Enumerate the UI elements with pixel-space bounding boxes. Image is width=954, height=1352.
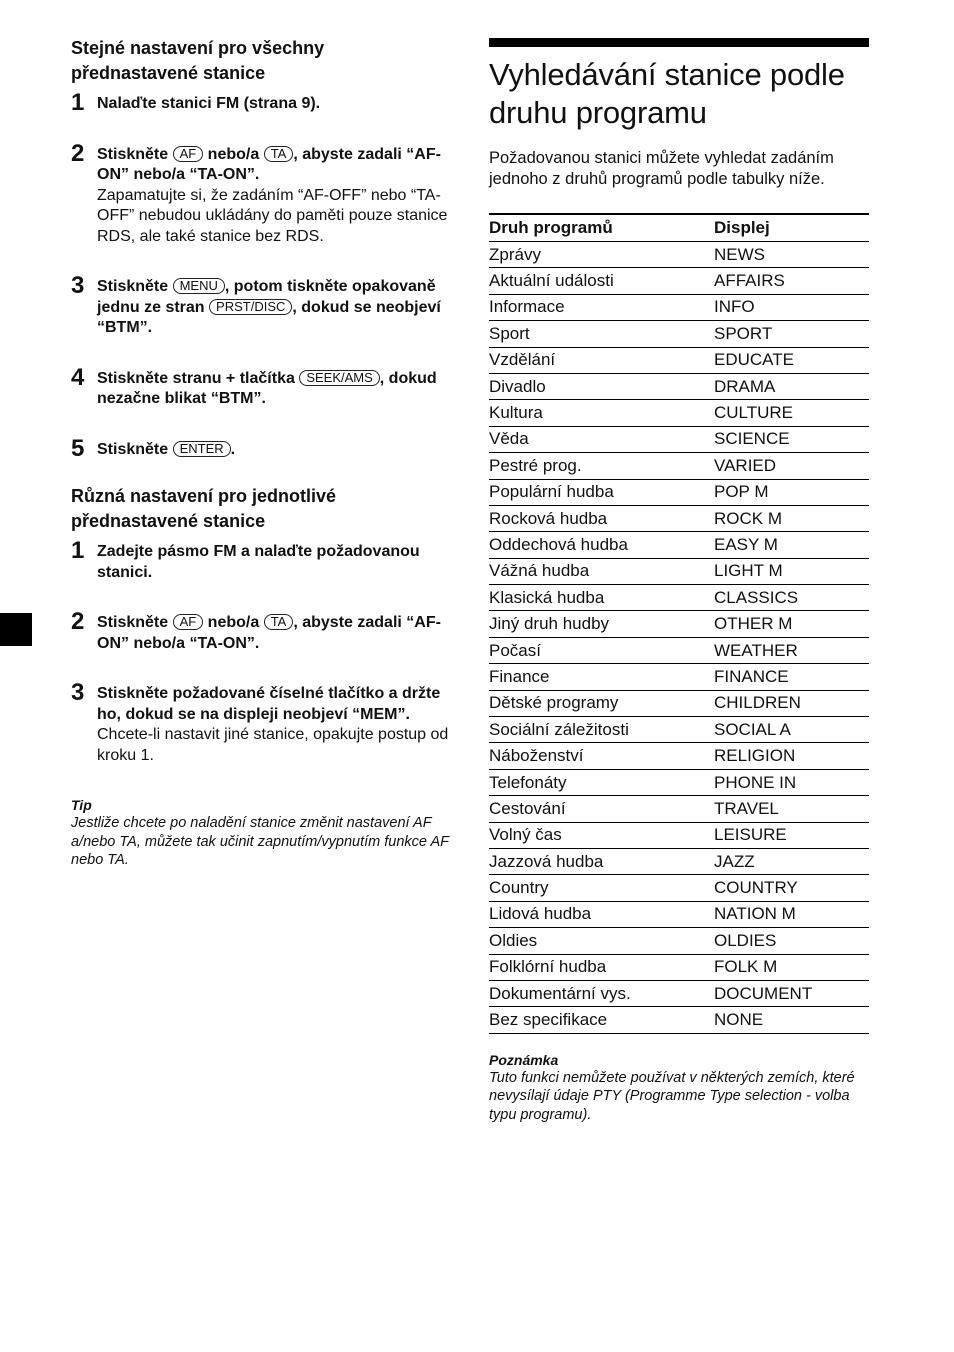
display-code-cell: DOCUMENT: [714, 980, 869, 1006]
display-code-cell: CULTURE: [714, 400, 869, 426]
step-text: Stiskněte: [97, 614, 169, 631]
table-row: [489, 848, 869, 874]
display-code-cell: LEISURE: [714, 822, 869, 848]
display-code-cell: JAZZ: [714, 848, 869, 874]
tip-text: Jestliže chcete po naladění stanice změnit nastavení AF a/nebo TA, můžete tak učinit zapnutím/vypnutím funkce AF nebo TA.: [71, 815, 449, 868]
program-type-cell: Sociální záležitosti: [489, 717, 714, 743]
program-type-cell: Sport: [489, 321, 714, 347]
program-type-cell: Folklórní hudba: [489, 954, 714, 980]
step-2: [71, 139, 456, 248]
column-header-program-type: Druh programů: [489, 214, 714, 242]
section-title-individual-presets: Různá nastavení pro jednotlivé přednastavené stanice: [71, 486, 337, 531]
step-text: Stiskněte stranu + tlačítka: [97, 369, 295, 387]
af-button-label: AF: [173, 146, 204, 162]
left-column: [71, 36, 456, 870]
display-code-cell: ROCK M: [714, 505, 869, 531]
table-row: [489, 453, 869, 479]
table-row: [489, 321, 869, 347]
note-title: Poznámka: [489, 1051, 559, 1068]
display-code-cell: OLDIES: [714, 928, 869, 954]
program-type-cell: Jazzová hudba: [489, 848, 714, 874]
display-code-cell: AFFAIRS: [714, 268, 869, 294]
step-text: , dokud se neobjeví “BTM”.: [97, 298, 441, 336]
display-code-cell: OTHER M: [714, 611, 869, 637]
step-text: , abyste zadali “AF-ON” nebo/a “TA-ON”.: [97, 145, 441, 183]
step-number: 2: [71, 139, 85, 167]
step-text: .: [230, 440, 236, 458]
display-code-cell: NATION M: [714, 901, 869, 927]
table-row: [489, 242, 869, 268]
table-row: [489, 347, 869, 373]
program-type-cell: Kultura: [489, 400, 714, 426]
program-type-cell: Oldies: [489, 928, 714, 954]
step-1: [71, 537, 456, 583]
table-row: [489, 373, 869, 399]
program-type-cell: Informace: [489, 294, 714, 320]
table-row: [489, 611, 869, 637]
table-row: [489, 637, 869, 663]
table-row: [489, 743, 869, 769]
step-text: Stiskněte: [97, 440, 169, 458]
table-row: [489, 294, 869, 320]
step-3: [71, 679, 456, 766]
program-type-cell: Jiný druh hudby: [489, 611, 714, 637]
prst-disc-button-label: PRST/DISC: [209, 299, 292, 315]
program-type-cell: Náboženství: [489, 743, 714, 769]
program-type-cell: Aktuální události: [489, 268, 714, 294]
program-type-cell: Oddechová hudba: [489, 532, 714, 558]
program-type-cell: Vzdělání: [489, 347, 714, 373]
program-type-cell: Věda: [489, 426, 714, 452]
pty-table: [489, 213, 869, 1034]
table-row: [489, 400, 869, 426]
step-number: 3: [71, 679, 85, 706]
step-3: [71, 272, 456, 339]
step-number: 4: [71, 363, 85, 391]
section-title-all-presets: Stejné nastavení pro všechny přednastavené stanice: [71, 38, 325, 83]
step-text: Stiskněte: [97, 145, 169, 163]
program-type-cell: Klasická hudba: [489, 585, 714, 611]
step-text: Stiskněte: [97, 278, 169, 295]
display-code-cell: WEATHER: [714, 637, 869, 663]
ta-button-label: TA: [264, 614, 294, 630]
display-code-cell: NEWS: [714, 242, 869, 268]
program-type-cell: Divadlo: [489, 373, 714, 399]
display-code-cell: INFO: [714, 294, 869, 320]
intro-text: Požadovanou stanici můžete vyhledat zadáním jednoho z druhů programů podle tabulky níže.: [489, 149, 834, 188]
display-code-cell: LIGHT M: [714, 558, 869, 584]
display-code-cell: FINANCE: [714, 664, 869, 690]
step-number: 2: [71, 608, 85, 635]
af-button-label: AF: [173, 614, 204, 630]
step-text: Nalaďte stanici FM (strana 9).: [97, 95, 321, 112]
right-column: [489, 38, 869, 1124]
display-code-cell: PHONE IN: [714, 769, 869, 795]
step-number: 5: [71, 434, 85, 462]
step-1: [71, 89, 456, 116]
display-code-cell: FOLK M: [714, 954, 869, 980]
step-note: Zapamatujte si, že zadáním “AF-OFF” nebo “TA-OFF” nebudou ukládány do paměti pouze stanice RDS, ale také stanice bez RDS.: [97, 186, 448, 245]
table-body: [489, 242, 869, 1034]
display-code-cell: CHILDREN: [714, 690, 869, 716]
step-number: 1: [71, 89, 85, 116]
display-code-cell: POP M: [714, 479, 869, 505]
step-number: 1: [71, 537, 85, 564]
table-row: [489, 479, 869, 505]
table-row: [489, 558, 869, 584]
table-row: [489, 954, 869, 980]
program-type-cell: Telefonáty: [489, 769, 714, 795]
step-text: Stiskněte požadované číselné tlačítko a držte ho, dokud se na displeji neobjeví “MEM”.: [97, 685, 441, 723]
table-row: [489, 796, 869, 822]
step-number: 3: [71, 272, 85, 299]
program-type-cell: Pestré prog.: [489, 453, 714, 479]
tip-title: Tip: [71, 797, 92, 813]
display-code-cell: SPORT: [714, 321, 869, 347]
display-code-cell: NONE: [714, 1007, 869, 1033]
table-header-row: [489, 214, 869, 242]
program-type-cell: Populární hudba: [489, 479, 714, 505]
program-type-cell: Country: [489, 875, 714, 901]
program-type-cell: Rocková hudba: [489, 505, 714, 531]
table-row: [489, 769, 869, 795]
table-row: [489, 426, 869, 452]
table-row: [489, 690, 869, 716]
program-type-cell: Dětské programy: [489, 690, 714, 716]
table-row: [489, 901, 869, 927]
program-type-cell: Počasí: [489, 637, 714, 663]
display-code-cell: CLASSICS: [714, 585, 869, 611]
program-type-cell: Vážná hudba: [489, 558, 714, 584]
table-row: [489, 980, 869, 1006]
table-row: [489, 822, 869, 848]
menu-button-label: MENU: [173, 278, 225, 294]
enter-button-label: ENTER: [173, 441, 231, 457]
table-row: [489, 585, 869, 611]
page-title: Vyhledávání stanice podle druhu programu: [489, 57, 845, 130]
step-4: [71, 363, 456, 410]
table-row: [489, 664, 869, 690]
step-text: , potom tiskněte opakovaně jednu ze stran: [97, 278, 436, 316]
table-row: [489, 532, 869, 558]
program-type-cell: Cestování: [489, 796, 714, 822]
display-code-cell: EDUCATE: [714, 347, 869, 373]
table-row: [489, 875, 869, 901]
program-type-cell: Lidová hudba: [489, 901, 714, 927]
step-5: [71, 434, 456, 462]
table-row: [489, 928, 869, 954]
display-code-cell: COUNTRY: [714, 875, 869, 901]
table-row: [489, 505, 869, 531]
seek-ams-button-label: SEEK/AMS: [299, 370, 379, 386]
title-rule: [489, 38, 869, 47]
step-text: , dokud nezačne blikat “BTM”.: [97, 369, 437, 407]
column-header-display: Displej: [714, 214, 869, 242]
program-type-cell: Dokumentární vys.: [489, 980, 714, 1006]
display-code-cell: SOCIAL A: [714, 717, 869, 743]
tip-box: [71, 796, 456, 870]
display-code-cell: RELIGION: [714, 743, 869, 769]
program-type-cell: Zprávy: [489, 242, 714, 268]
table-row: [489, 1007, 869, 1033]
display-code-cell: EASY M: [714, 532, 869, 558]
note-text: Tuto funkci nemůžete používat v některých zemích, které nevysílají údaje PTY (Programme Type selection - volba typu programu).: [489, 1069, 855, 1123]
table-row: [489, 268, 869, 294]
program-type-cell: Finance: [489, 664, 714, 690]
page-side-tab: [0, 613, 32, 646]
step-text: Zadejte pásmo FM a nalaďte požadovanou stanici.: [97, 543, 420, 581]
display-code-cell: SCIENCE: [714, 426, 869, 452]
step-text: nebo/a: [207, 145, 260, 163]
ta-button-label: TA: [264, 146, 294, 162]
step-text: , abyste zadali “AF-ON” nebo/a “TA-ON”.: [97, 614, 441, 652]
display-code-cell: TRAVEL: [714, 796, 869, 822]
program-type-cell: Bez specifikace: [489, 1007, 714, 1033]
step-note: Chcete-li nastavit jiné stanice, opakujte postup od kroku 1.: [97, 726, 449, 764]
display-code-cell: VARIED: [714, 453, 869, 479]
program-type-cell: Volný čas: [489, 822, 714, 848]
step-text: nebo/a: [207, 614, 260, 631]
table-row: [489, 717, 869, 743]
display-code-cell: DRAMA: [714, 373, 869, 399]
step-2: [71, 608, 456, 654]
